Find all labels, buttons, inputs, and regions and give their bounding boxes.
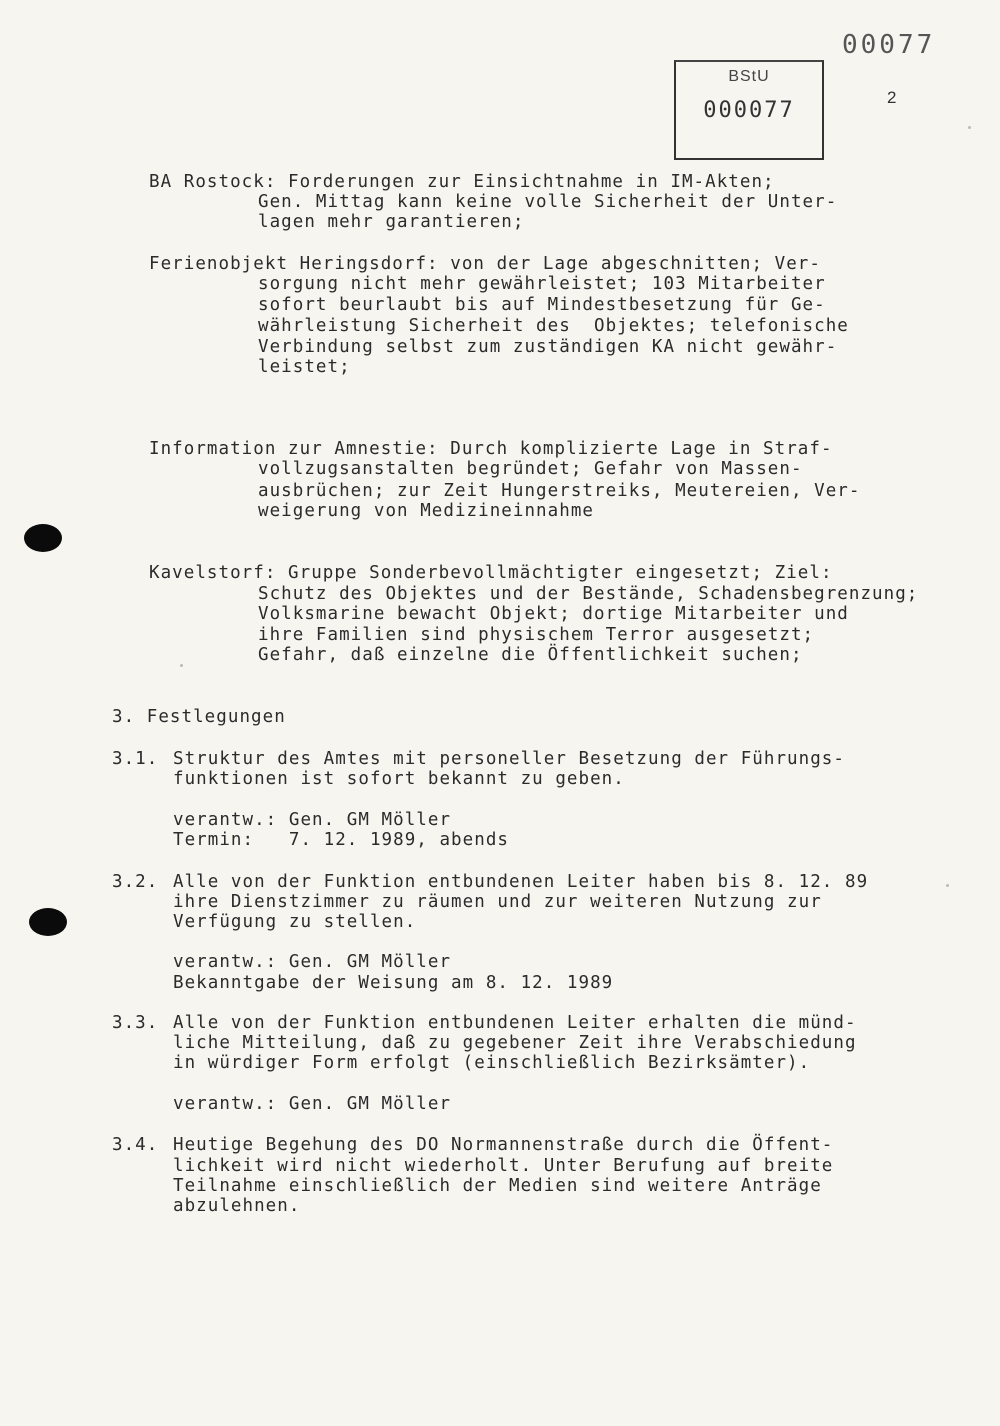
text-line: Kavelstorf: Gruppe Sonderbevollmächtigter eingesetzt; Ziel:	[149, 563, 833, 583]
text-line: Heutige Begehung des DO Normannenstraße durch die Öffent-	[173, 1135, 834, 1155]
responsible-line: verantw.: Gen. GM Möller	[173, 952, 452, 972]
text-line: Information zur Amnestie: Durch komplizierte Lage in Straf-	[149, 439, 833, 459]
paper-speck	[968, 126, 971, 129]
text-line: Alle von der Funktion entbundenen Leiter erhalten die münd-	[173, 1013, 857, 1033]
text-line: Ferienobjekt Heringsdorf: von der Lage abgeschnitten; Ver-	[149, 254, 821, 274]
text-line: Verfügung zu stellen.	[173, 912, 417, 932]
text-line: ihre Dienstzimmer zu räumen und zur weiteren Nutzung zur	[173, 892, 822, 912]
paper-speck	[946, 884, 949, 887]
text-line: BA Rostock: Forderungen zur Einsichtnahme in IM-Akten;	[149, 172, 775, 192]
bstu-stamp	[674, 60, 824, 160]
item-number: 3.3.	[112, 1013, 159, 1033]
text-line: Volksmarine bewacht Objekt; dortige Mitarbeiter und	[258, 604, 849, 624]
punch-hole-bottom	[29, 908, 67, 936]
paper-speck	[180, 664, 183, 667]
text-line: in würdiger Form erfolgt (einschließlich Bezirksämter).	[173, 1053, 811, 1073]
section-heading: 3. Festlegungen	[112, 707, 286, 727]
text-line: sorgung nicht mehr gewährleistet; 103 Mitarbeiter	[258, 274, 826, 294]
text-line: liche Mitteilung, daß zu gegebener Zeit ihre Verabschiedung	[173, 1033, 857, 1053]
responsible-line: verantw.: Gen. GM Möller	[173, 810, 452, 830]
stamp-title: BStU	[728, 68, 770, 85]
text-line: abzulehnen.	[173, 1196, 301, 1216]
text-line: vollzugsanstalten begründet; Gefahr von Massen-	[258, 459, 803, 479]
stamp-number: 000077	[703, 98, 795, 123]
punch-hole-top	[24, 524, 62, 552]
deadline-line: Termin: 7. 12. 1989, abends	[173, 830, 509, 850]
text-line: Teilnahme einschließlich der Medien sind weitere Anträge	[173, 1176, 822, 1196]
text-line: sofort beurlaubt bis auf Mindestbesetzung für Ge-	[258, 295, 826, 315]
page-number: 2	[887, 88, 897, 107]
text-line: Schutz des Objektes und der Bestände, Schadensbegrenzung;	[258, 584, 919, 604]
text-line: Gefahr, daß einzelne die Öffentlichkeit suchen;	[258, 645, 803, 665]
text-line: ausbrüchen; zur Zeit Hungerstreiks, Meutereien, Ver-	[258, 481, 861, 501]
text-line: weigerung von Medizineinnahme	[258, 501, 594, 521]
text-line: währleistung Sicherheit des Objektes; telefonische	[258, 316, 849, 336]
item-number: 3.4.	[112, 1135, 159, 1155]
text-line: ihre Familien sind physischem Terror ausgesetzt;	[258, 625, 815, 645]
text-line: lichkeit wird nicht wiederholt. Unter Berufung auf breite	[173, 1156, 834, 1176]
item-number: 3.1.	[112, 749, 159, 769]
text-line: Alle von der Funktion entbundenen Leiter haben bis 8. 12. 89	[173, 872, 869, 892]
text-line: lagen mehr garantieren;	[258, 212, 525, 232]
text-line: leistet;	[258, 357, 351, 377]
text-line: Gen. Mittag kann keine volle Sicherheit der Unter-	[258, 192, 838, 212]
text-line: funktionen ist sofort bekannt zu geben.	[173, 769, 625, 789]
deadline-line: Bekanntgabe der Weisung am 8. 12. 1989	[173, 973, 614, 993]
archive-number: 00077	[842, 30, 936, 60]
responsible-line: verantw.: Gen. GM Möller	[173, 1094, 452, 1114]
text-line: Verbindung selbst zum zuständigen KA nicht gewähr-	[258, 337, 838, 357]
text-line: Struktur des Amtes mit personeller Besetzung der Führungs-	[173, 749, 845, 769]
item-number: 3.2.	[112, 872, 159, 892]
